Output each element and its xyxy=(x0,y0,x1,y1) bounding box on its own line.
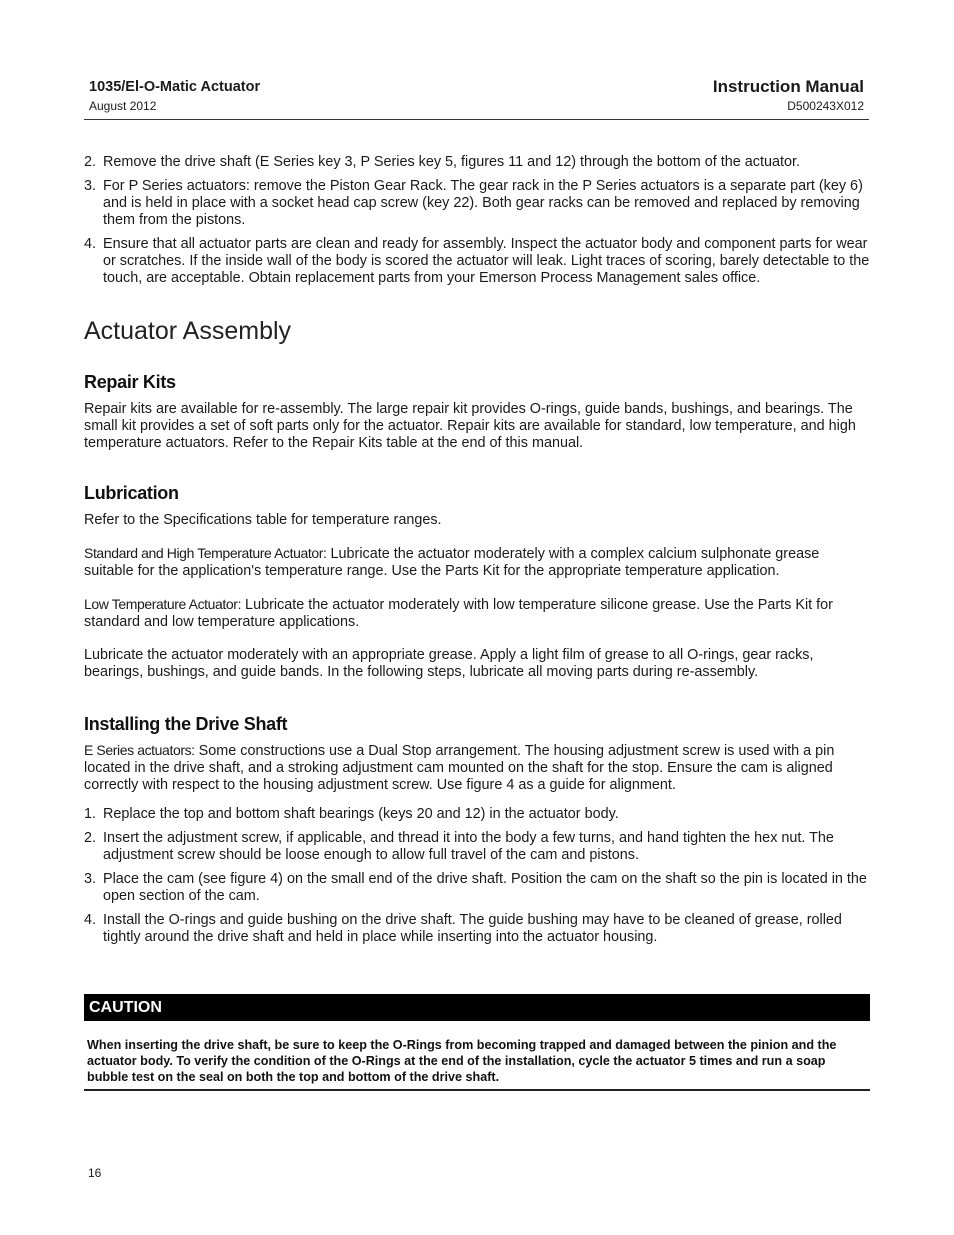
header-rule xyxy=(84,119,869,120)
drive-shaft-heading: Installing the Drive Shaft xyxy=(84,714,288,734)
step-number: 3. xyxy=(84,871,97,887)
drive-shaft-intro: Some constructions use a Dual Stop arrangement. The housing adjustment screw is used with a pin located in the drive shaft, and a stroking adjustment cam mounted on the shaft for the stop. Ensure the cam is aligned correctly with respect to the housing adjustment screw. Use figure 4 as a guide for alignment. xyxy=(84,743,835,793)
step-text: Remove the drive shaft (E Series key 3, P Series key 5, figures 11 and 12) through the bottom of the actuator. xyxy=(103,154,800,170)
low-temp-paragraph xyxy=(84,596,870,631)
step-text: Place the cam (see figure 4) on the small end of the drive shaft. Position the cam on the shaft so the pin is located in the open section of the cam. xyxy=(103,871,867,904)
repair-kits-heading: Repair Kits xyxy=(84,372,176,392)
step-text: Replace the top and bottom shaft bearings (keys 20 and 12) in the actuator body. xyxy=(103,806,619,822)
list-item xyxy=(84,178,870,229)
step-number: 1. xyxy=(84,806,97,822)
drive-shaft-intro-paragraph xyxy=(84,742,870,794)
removal-steps-list xyxy=(84,154,870,287)
list-item xyxy=(84,871,870,905)
step-number: 3. xyxy=(84,178,97,194)
page-content xyxy=(84,154,870,953)
header-manual-title: Instruction Manual xyxy=(712,77,864,96)
step-text: Ensure that all actuator parts are clean and ready for assembly. Inspect the actuator body and component parts for wear or scratches. If the inside wall of the body is scored the actuator will leak. Light traces of scoring, barely detectable to the touch, are acceptable. Obtain replacement parts from your Emerson Process Management sales office. xyxy=(103,236,870,286)
step-text: Insert the adjustment screw, if applicable, and thread it into the body a few turns, and hand tighten the hex nut. The adjustment screw should be loose enough to allow full travel of the cam and pistons. xyxy=(103,830,834,863)
page-number: 16 xyxy=(88,1166,102,1180)
standard-temp-text: Lubricate the actuator moderately with a complex calcium sulphonate grease suitable for the application's temperature range. Use the Parts Kit for the appropriate temperature application. xyxy=(84,546,820,579)
lubrication-general: Lubricate the actuator moderately with an appropriate grease. Apply a light film of grease to all O-rings, gear racks, bearings, bushings, and guide bands. In the following steps, lubricate all moving parts during re-assembly. xyxy=(84,647,814,680)
step-number: 2. xyxy=(84,830,97,846)
low-temp-lead: Low Temperature Actuator: xyxy=(84,596,242,612)
header-product-title: 1035/El-O-Matic Actuator xyxy=(89,79,261,95)
repair-kits-text: Repair kits are available for re-assembly. The large repair kit provides O-rings, guide bands, bushings, and bearings. The small kit provides a set of soft parts only for the actuator. Repair kits are available for standard, low temperature, and high temperature actuators. Refer to the Repair Kits table at the end of this manual. xyxy=(84,401,856,451)
caution-rule xyxy=(84,1089,870,1091)
section-title: Actuator Assembly xyxy=(84,317,292,345)
step-text: For P Series actuators: remove the Piston Gear Rack. The gear rack in the P Series actuators is a separate part (key 6) and is held in place with a socket head cap screw (key 22). Both gear racks can be removed and replaced by removing them from the pistons. xyxy=(103,178,863,228)
step-text: Install the O-rings and guide bushing on the drive shaft. The guide bushing may have to be cleaned of grease, rolled tightly around the drive shaft and held in place while inserting into the actuator housing. xyxy=(103,912,842,945)
step-number: 4. xyxy=(84,912,97,928)
list-item xyxy=(84,154,870,171)
low-temp-text: Lubricate the actuator moderately with low temperature silicone grease. Use the Parts Kit for standard and low temperature applications. xyxy=(84,597,833,630)
lubrication-intro: Refer to the Specifications table for temperature ranges. xyxy=(84,512,442,528)
caution-text: When inserting the drive shaft, be sure to keep the O-Rings from becoming trapped and damaged between the pinion and the actuator body. To verify the condition of the O-Rings at the end of the installation, cycle the actuator 5 times and run a soap bubble test on the seal on both the top and bottom of the drive shaft. xyxy=(87,1038,837,1084)
header-document-number: D500243X012 xyxy=(787,99,864,113)
list-item xyxy=(84,806,870,823)
lubrication-heading: Lubrication xyxy=(84,483,179,503)
step-number: 2. xyxy=(84,154,97,170)
list-item xyxy=(84,830,870,864)
list-item xyxy=(84,236,870,287)
header-date: August 2012 xyxy=(89,99,157,113)
standard-temp-lead: Standard and High Temperature Actuator: xyxy=(84,545,327,561)
step-number: 4. xyxy=(84,236,97,252)
caution-banner: CAUTION xyxy=(84,994,870,1021)
standard-temp-paragraph xyxy=(84,545,870,580)
e-series-lead: E Series actuators: xyxy=(84,742,195,758)
list-item xyxy=(84,912,870,946)
drive-shaft-steps-list xyxy=(84,806,870,946)
